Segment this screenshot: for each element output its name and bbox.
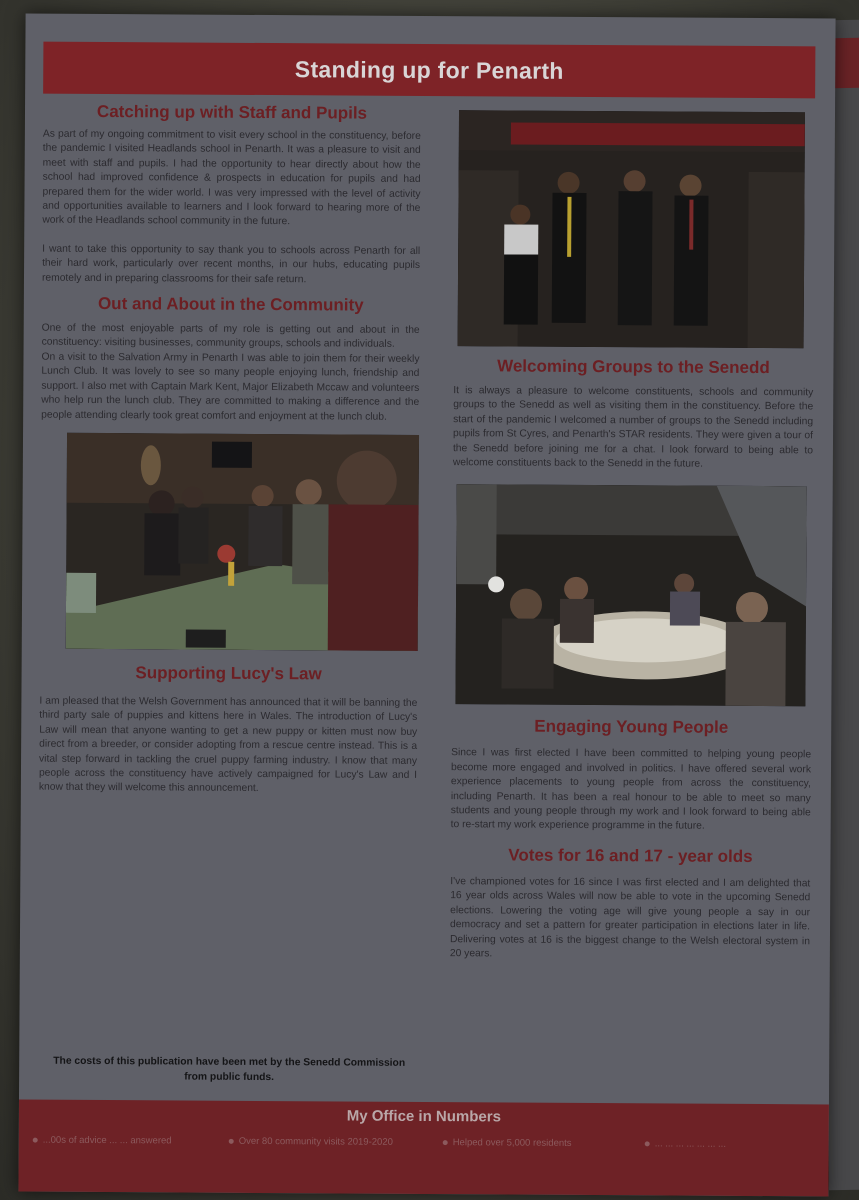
bullet-icon — [645, 1141, 650, 1146]
heading-welcoming: Welcoming Groups to the Senedd — [497, 356, 770, 378]
heading-catching-up: Catching up with Staff and Pupils — [96, 101, 368, 123]
catching-up-paragraph-2: I want to take this opportunity to say thank you to schools across Penarth for all their hard work, particularly over recent months, in our hubs, educating pupils remotely and in preparing classrooms for their safe return. — [41, 243, 421, 285]
votes-paragraph: I've championed votes for 16 since I was first elected and I am delighted that 16 year olds across Wales will now be able to vote in the upcoming Senedd elections. Lowering the voting age will give young people a say in our democracy and set a pattern for greater participation in elections later in life. Delivering votes at 16 is the biggest change to the Welsh electoral system in 20 years. — [449, 876, 811, 960]
senedd-visit-photo — [458, 110, 805, 348]
young-people-paragraph: Since I was first elected I have been committed to helping young people become more engaged and involved in politics. I have offered several work experience placements to young people from across the constituency, including Penarth. It has been a real honour to be able to meet so many students and young people through my work and I look forward to being able to re-start my work experience programme in the future. — [450, 747, 812, 833]
page-title-banner: Standing up for Penarth — [43, 42, 815, 99]
lucys-law-paragraph: I am pleased that the Welsh Government has announced that it will be banning the third party sale of puppies and kittens here in Wales. The introduction of Lucy's Law will mean that anyone wanting to get a new puppy or kitten must now buy direct from a breeder, or consider adopting from a rescue centre instead. This is a vital step forward in tackling the cruel puppy farming industry. I know that many people across the constituency have actively campaigned for Lucy's Law and I know that they will welcome this announcement. — [38, 695, 418, 795]
adjacent-page-banner — [833, 38, 859, 88]
lunch-club-photo-graphic — [66, 433, 419, 651]
stat-text: ...00s of advice ... ... answered — [42, 1134, 172, 1147]
stat-item — [645, 1137, 815, 1151]
bullet-icon — [443, 1140, 448, 1145]
lunch-club-photo — [66, 433, 419, 651]
stat-item — [443, 1136, 623, 1150]
heading-young-people: Engaging Young People — [534, 717, 729, 738]
stat-item — [33, 1134, 203, 1148]
heading-out-about: Out and About in the Community — [97, 294, 364, 315]
stat-text: ... ... ... ... ... ... ... — [654, 1138, 727, 1150]
group-tea-photo — [455, 485, 806, 707]
senedd-visit-photo-graphic — [458, 110, 805, 348]
office-numbers-title: My Office in Numbers — [346, 1107, 502, 1126]
stat-text: Over 80 community visits 2019-2020 — [238, 1135, 393, 1148]
bullet-icon — [33, 1138, 38, 1143]
out-about-paragraph-1: One of the most enjoyable parts of my role is getting out and about in the constituency: visiting businesses, community groups, schools and individuals. — [41, 322, 420, 351]
left-column — [39, 100, 421, 798]
office-numbers-bar — [18, 1100, 829, 1197]
publication-costs-note: The costs of this publication have been met by the Senedd Commission from public funds. — [53, 1055, 406, 1084]
bullet-icon — [229, 1139, 234, 1144]
office-numbers-stats — [33, 1134, 823, 1179]
catching-up-paragraph-1: As part of my ongoing commitment to visit every school in the constituency, before the pandemic I visited Headlands school in Penarth. It was a pleasure to visit and meet with staff and pupils. I had the opportunity to hear directly about how the school had improved confidence & prospects in education for pupils and had prepared them for the wider world. I was very impressed with the level of activity and opportunities available to learners and I look forward to hearing more of the work of the Headlands school community in the future. — [42, 128, 421, 228]
stat-text: Helped over 5,000 residents — [452, 1137, 572, 1149]
right-column — [450, 102, 815, 963]
heading-lucys-law: Supporting Lucy's Law — [135, 663, 322, 684]
welcoming-paragraph: It is always a pleasure to welcome constituents, schools and community groups to the Senedd as well as visiting them in the constituency. Before the start of the pandemic I welcomed a number of groups to the Senedd including pupils from St Cyres, and Penarth's STAR residents. They were given a tour of the Senedd before joining me for a chat. I look forward to being able to welcome constituents back to the Senedd in the future. — [452, 385, 814, 470]
heading-votes: Votes for 16 and 17 - year olds — [508, 845, 753, 866]
stat-item — [229, 1135, 419, 1149]
group-tea-photo-graphic — [455, 485, 806, 707]
leaflet-page — [18, 14, 835, 1197]
out-about-paragraph-2: On a visit to the Salvation Army in Penarth I was able to join them for their weekly Lunch Club. It was lovely to see so many people enjoying lunch, friendship and support. I also met with Captain Mark Kent, Major Elizabeth Mccaw and volunteers who help run the lunch club. They are committed to making a difference and the people attending clearly took great comfort and enjoyment at the lunch club. — [41, 351, 420, 423]
